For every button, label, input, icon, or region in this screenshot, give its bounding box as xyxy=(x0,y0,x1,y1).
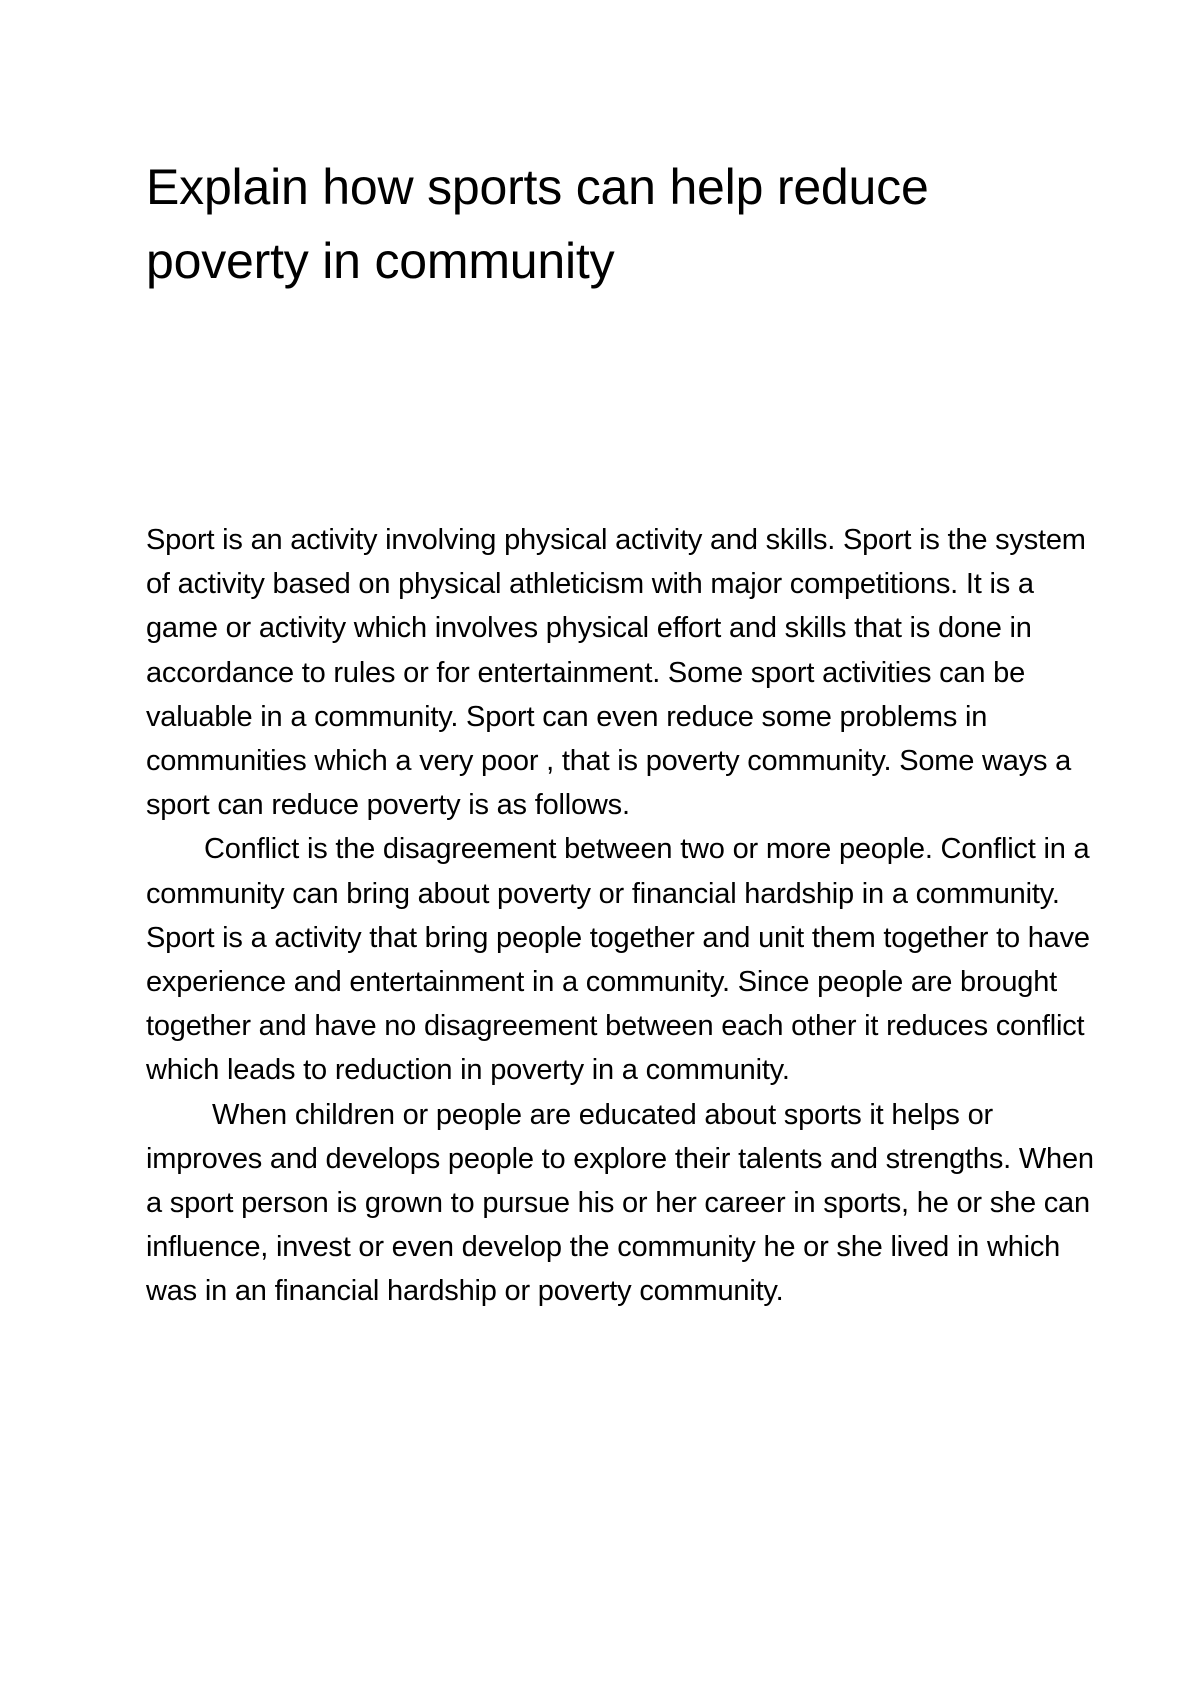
document-title: Explain how sports can help reduce poverty in community xyxy=(146,159,929,289)
paragraph-conflict: Conflict is the disagreement between two or more people. Conflict in a community can bring about poverty or financial hardship in a community. Sport is a activity that bring people together and unit them together to have experience and entertainment in a community. Since people are brought together and have no disagreement between each other it reduces conflict which leads to reduction in poverty in a community. xyxy=(146,833,1090,1087)
paragraph-intro: Sport is an activity involving physical activity and skills. Sport is the system of activity based on physical athleticism with major competitions. It is a game or activity which involves physical effort and skills that is done in accordance to rules or for entertainment. Some sport activities can be valuable in a community. Sport can even reduce some problems in communities which a very poor , that is poverty community. Some ways a sport can reduce poverty is as follows. xyxy=(146,524,1086,822)
document-body xyxy=(146,518,1096,1314)
paragraph-education: When children or people are educated about sports it helps or improves and develops people to explore their talents and strengths. When a sport person is grown to pursue his or her career in sports, he or she can influence, invest or even develop the community he or she lived in which was in an financial hardship or poverty community. xyxy=(146,1098,1094,1308)
